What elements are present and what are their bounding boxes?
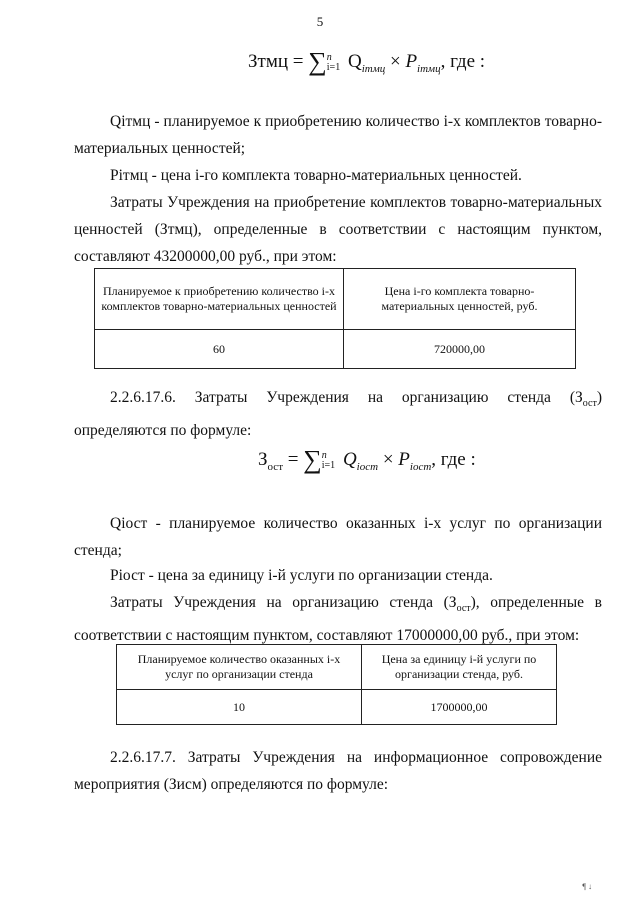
table-header-cell: Планируемое к приобретению количество i-х комплектов товарно-материальных ценностей (95, 269, 344, 330)
formula-q: Q (347, 51, 362, 72)
subscript: ост (456, 603, 471, 615)
formula-p: P (405, 51, 418, 72)
paragraph-qiost: Qiост - планируемое количество оказанных i-х услуг по организации стенда; (74, 515, 602, 559)
equals-sign: = (287, 449, 304, 470)
paragraph-pitmc: Piтмц - цена i-го комплекта товарно-материальных ценностей. (110, 167, 522, 184)
times-sign: × (389, 51, 406, 72)
table-header-cell: Цена за единицу i-й услуги по организации стенда, руб. (362, 645, 557, 690)
formula-tail: , где : (431, 449, 476, 470)
sum-upper: n (326, 51, 332, 63)
formula-tmc (248, 44, 485, 75)
corner-mark: ¶ ↓ (582, 882, 592, 891)
formula-p-sub: iост (409, 460, 432, 473)
table-cell: 60 (95, 330, 344, 369)
table-header-cell: Планируемое количество оказанных i-х услуг по организации стенда (117, 645, 362, 690)
table-header-row (95, 269, 576, 330)
paragraph-qitmc: Qiтмц - планируемое к приобретению количество i-х комплектов товарно-материальных ценностей; (74, 113, 602, 157)
table-header-row (117, 645, 557, 690)
formula-q-sub: iтмц (361, 62, 386, 75)
formula-lhs: Зтмц (248, 51, 289, 72)
table-cell: 10 (117, 690, 362, 725)
times-sign: × (382, 449, 399, 470)
paragraph-costs-tmc: Затраты Учреждения на приобретение комплектов товарно-материальных ценностей (Зтмц), определенные в соответствии с настоящим пунктом, составляют 43200000,00 руб., при этом: (74, 194, 602, 265)
formula-p-sub: iтмц (417, 62, 441, 75)
paragraph-section-17-7: 2.2.6.17.7. Затраты Учреждения на информационное сопровождение мероприятия (Зисм) определяются по формуле: (74, 749, 602, 793)
paragraph-text: Затраты Учреждения на организацию стенда (З (110, 594, 457, 611)
paragraph-section-17-6 (74, 384, 602, 444)
table-tmc (94, 268, 576, 369)
formula-q: Q (342, 449, 357, 470)
formula-p: P (398, 449, 410, 470)
table-row (95, 330, 576, 369)
paragraph-text: 2.2.6.17.6. Затраты Учреждения на организацию стенда (З (110, 389, 583, 406)
page-number: 5 (316, 14, 324, 29)
sum-limits (327, 53, 340, 73)
table-header-cell: Цена i-го комплекта товарно-материальных ценностей, руб. (344, 269, 576, 330)
formula-tail: , где : (440, 51, 486, 72)
equals-sign: = (292, 51, 309, 72)
sum-lower: i=1 (321, 459, 336, 471)
table-cell: 1700000,00 (362, 690, 557, 725)
sum-limits (322, 451, 335, 471)
formula-ost (258, 442, 476, 473)
sigma-icon: ∑ (303, 445, 322, 474)
table-cell: 720000,00 (344, 330, 576, 369)
table-ost (116, 644, 557, 725)
paragraph-text: ) определяются по формуле: (74, 389, 602, 440)
sigma-icon: ∑ (308, 47, 327, 76)
subscript: ост (582, 398, 597, 410)
paragraph-piost: Piост - цена за единицу i-й услуги по организации стенда. (110, 567, 493, 584)
formula-q-sub: iост (356, 460, 379, 473)
formula-lhs-sub: ост (267, 460, 283, 473)
formula-lhs: З (258, 449, 268, 470)
table-row (117, 690, 557, 725)
sum-upper: n (321, 449, 327, 461)
sum-lower: i=1 (326, 61, 341, 73)
paragraph-costs-ost (74, 589, 602, 649)
paragraph-text: ), определенные в соответствии с настоящим пунктом, составляют 17000000,00 руб., при этом: (74, 594, 602, 645)
